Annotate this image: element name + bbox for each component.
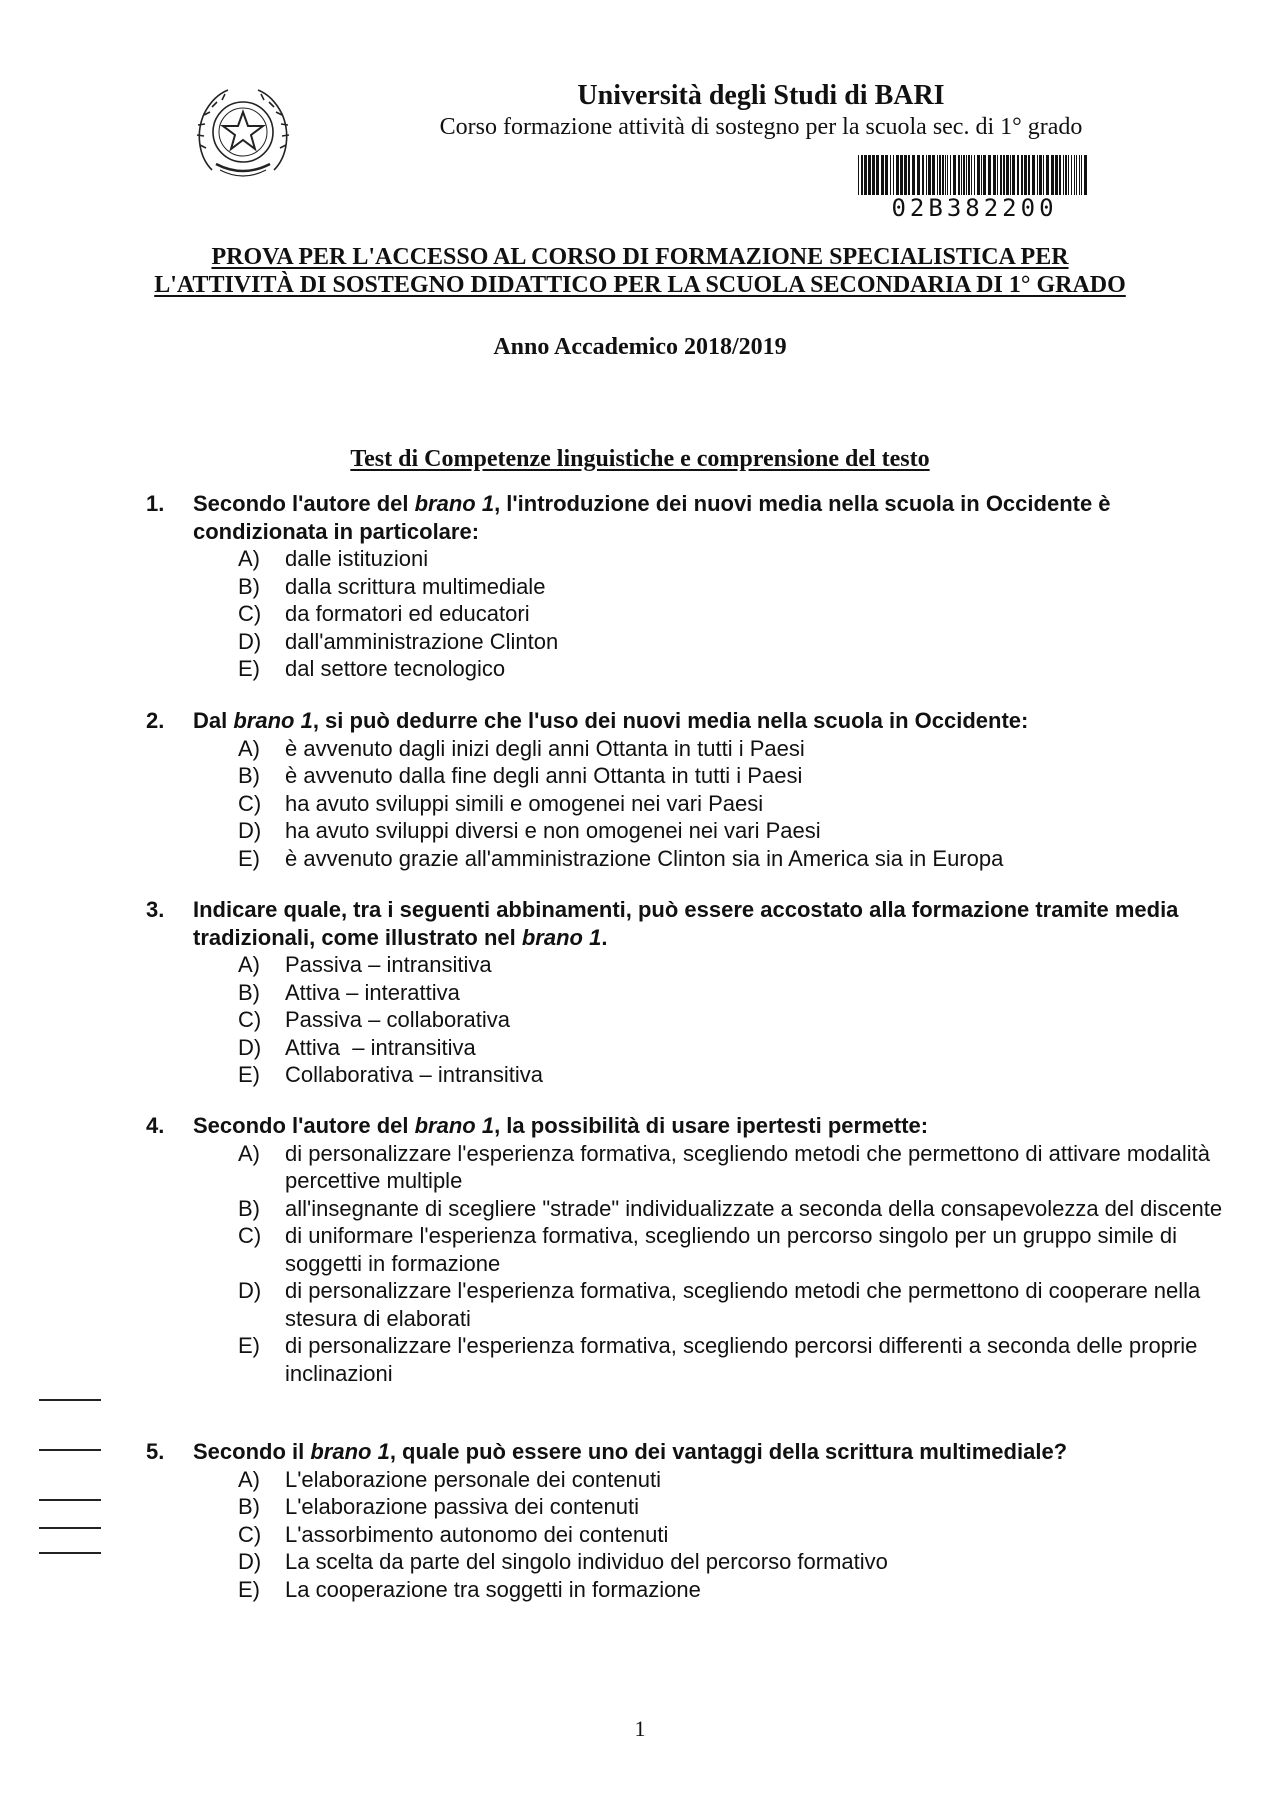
barcode-bar — [896, 155, 899, 195]
barcode-bar — [926, 155, 927, 195]
barcode-bar — [1017, 155, 1019, 195]
answer-option: E) Collaborativa – intransitiva — [238, 1062, 544, 1087]
question-text: Secondo il brano 1, quale può essere uno dei vantaggi della scrittura multimediale? — [193, 1439, 1068, 1464]
barcode-bar — [900, 155, 903, 195]
answer-option: C) ha avuto sviluppi simili e omogenei nei vari Paesi — [238, 790, 764, 816]
barcode-bar — [922, 155, 924, 195]
barcode-bar — [1010, 155, 1011, 195]
barcode — [858, 155, 1091, 195]
barcode-bar — [1021, 155, 1023, 195]
barcode-bar — [974, 155, 975, 195]
answer-option: B) è avvenuto dalla fine degli anni Ottanta in tutti i Paesi — [238, 763, 803, 788]
barcode-bar — [932, 155, 935, 195]
barcode-bar — [1028, 155, 1030, 195]
barcode-bar — [981, 155, 982, 195]
question-number: 4. — [146, 1113, 165, 1138]
answer-option: C) L'assorbimento autonomo dei contenuti — [238, 1521, 669, 1547]
answer-option: D) di personalizzare l'esperienza formativa, scegliendo metodi che permettono di cooperare nella stesura di elaborati — [238, 1278, 1201, 1331]
barcode-bar — [977, 155, 980, 195]
barcode-bar — [993, 155, 996, 195]
barcode-bar — [963, 155, 965, 195]
question-number: 1. — [146, 491, 165, 516]
barcode-bar — [912, 155, 915, 195]
barcode-bar — [1037, 155, 1038, 195]
barcode-bar — [1079, 155, 1080, 195]
answer-option: B) L'elaborazione passiva dei contenuti — [238, 1494, 639, 1519]
barcode-bar — [1051, 155, 1054, 195]
answer-option: B) all'insegnante di scegliere "strade" individualizzate a seconda della consapevolezza del discente — [238, 1195, 1223, 1221]
barcode-bar — [1065, 155, 1067, 195]
answer-option: D) Attiva – intransitiva — [238, 1034, 476, 1060]
barcode-bar — [945, 155, 946, 195]
question-number: 5. — [146, 1439, 165, 1464]
barcode-bar — [881, 155, 884, 195]
question-2 — [0, 707, 1280, 872]
barcode-bar — [1003, 155, 1005, 195]
barcode-bar — [1071, 155, 1072, 195]
margin-mark — [39, 1552, 101, 1554]
barcode-bar — [968, 155, 970, 195]
barcode-bar — [1063, 155, 1064, 195]
exam-title-line-1: PROVA PER L'ACCESSO AL CORSO DI FORMAZIONE SPECIALISTICA PER — [211, 244, 1069, 270]
answer-option: E) di personalizzare l'esperienza formativa, scegliendo percorsi differenti a seconda delle proprie inclinazioni — [238, 1333, 1198, 1386]
barcode-bar — [971, 155, 972, 195]
barcode-bar — [1055, 155, 1058, 195]
barcode-bar — [904, 155, 907, 195]
answer-option: A) di personalizzare l'esperienza formativa, scegliendo metodi che permettono di attivare modalità percettive multiple — [238, 1140, 1211, 1193]
barcode-bar — [861, 155, 863, 195]
university-name: Università degli Studi di BARI — [577, 80, 945, 111]
barcode-bar — [864, 155, 867, 195]
barcode-bar — [988, 155, 991, 195]
barcode-bar — [908, 155, 910, 195]
italian-republic-emblem-icon — [192, 78, 294, 184]
barcode-bar — [1074, 155, 1075, 195]
barcode-bar — [950, 155, 951, 195]
barcode-bar — [947, 155, 948, 195]
exam-title-line-2: L'ATTIVITÀ DI SOSTEGNO DIDATTICO PER LA SCUOLA SECONDARIA DI 1° GRADO — [154, 272, 1126, 298]
section-title: Test di Competenze linguistiche e comprensione del testo — [350, 446, 930, 472]
barcode-number: 02B382200 — [891, 194, 1058, 222]
question-number: 2. — [146, 708, 165, 733]
barcode-bar — [1043, 155, 1044, 195]
barcode-bar — [876, 155, 879, 195]
barcode-bar — [1046, 155, 1049, 195]
answer-option: A) è avvenuto dagli inizi degli anni Ottanta in tutti i Paesi — [238, 735, 805, 761]
answer-option: A) dalle istituzioni — [238, 546, 429, 571]
question-4 — [0, 1112, 1280, 1387]
barcode-bar — [890, 155, 891, 195]
answer-option: D) La scelta da parte del singolo individuo del percorso formativo — [238, 1549, 888, 1574]
barcode-bar — [1032, 155, 1035, 195]
answer-option: E) è avvenuto grazie all'amministrazione Clinton sia in America sia in Europa — [238, 845, 1004, 871]
barcode-bar — [942, 155, 944, 195]
answer-option: B) dalla scrittura multimediale — [238, 573, 546, 599]
barcode-bar — [917, 155, 920, 195]
answer-option: C) da formatori ed educatori — [238, 601, 530, 626]
barcode-bar — [1000, 155, 1002, 195]
barcode-bar — [868, 155, 871, 195]
barcode-bar — [1024, 155, 1027, 195]
margin-mark — [39, 1499, 101, 1501]
margin-mark — [39, 1449, 101, 1451]
answer-option: C) di uniformare l'esperienza formativa, scegliendo un percorso singolo per un gruppo simile di soggetti in formazione — [238, 1223, 1178, 1276]
question-1 — [0, 490, 1280, 683]
answer-option: D) dall'amministrazione Clinton — [238, 628, 559, 654]
barcode-bar — [953, 155, 956, 195]
margin-mark — [39, 1527, 101, 1529]
question-3 — [0, 896, 1280, 1089]
barcode-bar — [997, 155, 998, 195]
barcode-bar — [937, 155, 938, 195]
barcode-bar — [966, 155, 967, 195]
barcode-bar — [1059, 155, 1061, 195]
barcode-bar — [893, 155, 894, 195]
answer-option: B) Attiva – interattiva — [238, 979, 460, 1005]
barcode-bar — [983, 155, 986, 195]
academic-year: Anno Accademico 2018/2019 — [493, 334, 787, 360]
barcode-bar — [1081, 155, 1082, 195]
answer-options — [0, 735, 1280, 873]
barcode-bar — [928, 155, 931, 195]
question-text: Indicare quale, tra i seguenti abbinamenti, può essere accostato alla formazione tramite media tradizionali, come illustrato nel brano 1. — [193, 897, 1179, 950]
question-5 — [0, 1438, 1280, 1603]
barcode-bar — [1084, 155, 1087, 195]
barcode-bar — [885, 155, 888, 195]
answer-option: A) Passiva – intransitiva — [238, 952, 492, 977]
page-number: 1 — [634, 1716, 646, 1741]
answer-option: D) ha avuto sviluppi diversi e non omogenei nei vari Paesi — [238, 818, 821, 843]
question-text: Dal brano 1, si può dedurre che l'uso dei nuovi media nella scuola in Occidente: — [193, 708, 1029, 733]
barcode-bar — [858, 155, 859, 195]
answer-options — [0, 545, 1280, 683]
barcode-bar — [1068, 155, 1069, 195]
barcode-bar — [1076, 155, 1077, 195]
answer-options — [0, 1466, 1280, 1604]
answer-options — [0, 951, 1280, 1089]
answer-option: E) La cooperazione tra soggetti in formazione — [238, 1576, 701, 1602]
answer-options — [0, 1140, 1280, 1388]
answer-option: A) L'elaborazione personale dei contenuti — [238, 1466, 662, 1492]
question-text: Secondo l'autore del brano 1, la possibilità di usare ipertesti permette: — [193, 1113, 929, 1138]
answer-option: E) dal settore tecnologico — [238, 656, 506, 681]
barcode-bar — [939, 155, 941, 195]
barcode-bar — [1006, 155, 1009, 195]
course-name: Corso formazione attività di sostegno per la scuola sec. di 1° grado — [439, 114, 1083, 140]
barcode-bar — [961, 155, 962, 195]
answer-option: C) Passiva – collaborativa — [238, 1007, 511, 1032]
barcode-bar — [1012, 155, 1015, 195]
barcode-bar — [958, 155, 960, 195]
barcode-bar — [872, 155, 875, 195]
question-number: 3. — [146, 897, 165, 922]
question-text: Secondo l'autore del brano 1, l'introduzione dei nuovi media nella scuola in Occidente è condizionata in particolare: — [193, 491, 1111, 544]
barcode-bar — [1039, 155, 1042, 195]
margin-mark — [39, 1399, 101, 1401]
